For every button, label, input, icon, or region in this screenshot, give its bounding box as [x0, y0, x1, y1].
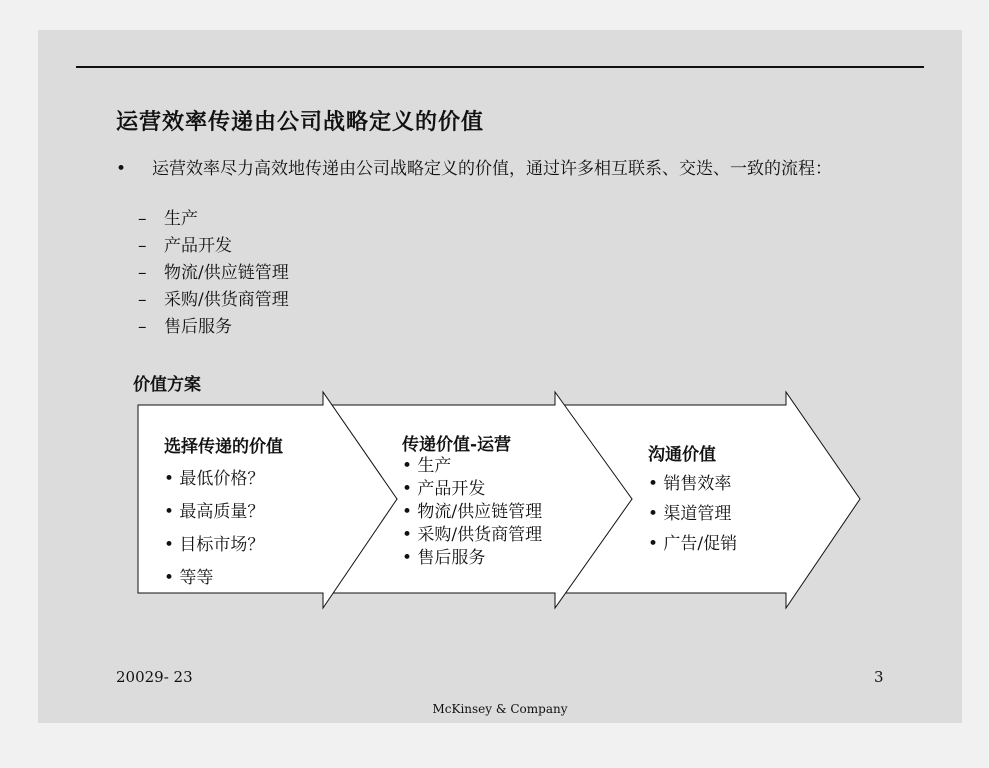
column-item: • 渠道管理 [648, 504, 732, 524]
company-footer: McKinsey & Company [432, 702, 568, 716]
column-communicate-value [648, 440, 737, 559]
column-item: • 采购/供货商管理 [402, 525, 543, 545]
bullet-dot: • [116, 159, 127, 179]
bullet-text: 运营效率尽力高效地传递由公司战略定义的价值，通过许多相互联系、交迭、一致的流程： [152, 159, 832, 179]
dash-marker: – [138, 263, 147, 283]
column-heading: 沟通价值 [648, 445, 716, 465]
column-item: • 最低价格？ [164, 469, 265, 489]
sub-bullet-text: 产品开发 [164, 236, 232, 256]
slide [38, 30, 962, 723]
sub-bullet-text: 采购/供货商管理 [164, 290, 289, 310]
column-item: • 目标市场？ [164, 535, 265, 555]
column-select-value [164, 432, 283, 595]
sub-bullet-text: 物流/供应链管理 [164, 263, 289, 283]
dash-marker: – [138, 290, 147, 310]
dash-marker: – [138, 209, 147, 229]
column-heading: 选择传递的价值 [164, 437, 283, 457]
column-deliver-value [402, 430, 542, 570]
sub-bullet-text: 生产 [164, 209, 198, 229]
dash-marker: – [138, 317, 147, 337]
column-item: • 物流/供应链管理 [402, 502, 543, 522]
sub-bullet-text: 售后服务 [164, 317, 232, 337]
chevron-diagram [38, 30, 962, 723]
column-item: • 等等 [164, 568, 214, 588]
column-item: • 销售效率 [648, 474, 732, 494]
column-item: • 最高质量？ [164, 502, 265, 522]
column-item: • 广告/促销 [648, 534, 738, 554]
slide-date: 20029- 23 [116, 668, 193, 686]
page-number: 3 [874, 668, 884, 686]
column-heading: 传递价值-运营 [402, 435, 512, 455]
dash-marker: – [138, 236, 147, 256]
slide-title: 运营效率传递由公司战略定义的价值 [116, 110, 485, 135]
value-proposition-title: 价值方案 [133, 375, 201, 395]
column-item: • 生产 [402, 456, 452, 476]
column-item: • 产品开发 [402, 479, 486, 499]
column-item: • 售后服务 [402, 548, 486, 568]
